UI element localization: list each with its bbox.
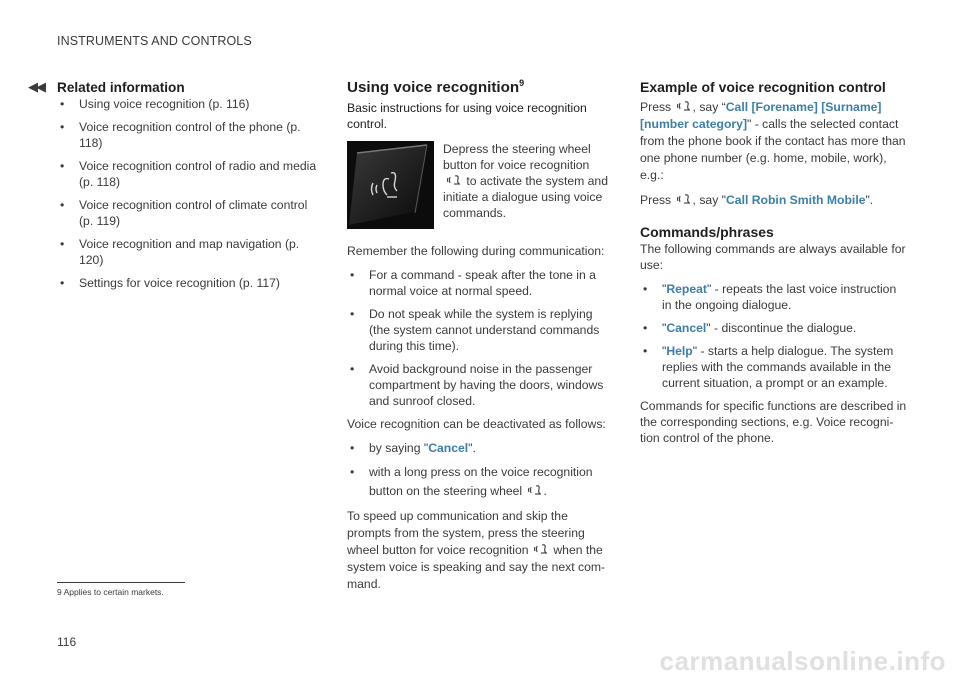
call-example-command: Call Robin Smith Mobile	[726, 193, 866, 207]
related-link[interactable]: • Voice recognition and map navigation (p. 120)	[57, 236, 319, 268]
steering-wheel-photo	[347, 141, 434, 229]
section-title	[347, 79, 612, 97]
example-heading: Example of voice recognition control	[640, 79, 886, 95]
section-subtitle: Basic instructions for using voice recognition control.	[347, 101, 587, 131]
cancel-command: Cancel	[428, 441, 469, 455]
cancel-command: Cancel	[666, 321, 707, 335]
footnote-ref[interactable]: 9	[519, 77, 525, 88]
help-desc: " - starts a help dialogue. The system replies with the commands available in the current situation, a prompt or an example.	[662, 344, 894, 390]
remember-intro: Remember the following during communication:	[347, 244, 605, 258]
back-arrow-icon[interactable]: ◀◀	[28, 79, 44, 94]
related-link[interactable]: • Voice recognition control of the phone (p. 118)	[57, 119, 319, 151]
footnote	[57, 587, 164, 597]
related-link[interactable]: • Using voice recognition (p. 116)	[57, 96, 319, 112]
watermark-logo: carmanualsonline.info	[659, 646, 946, 676]
help-command: Help	[666, 344, 693, 358]
voice-recognition-icon	[532, 543, 550, 555]
command-item-cancel: • "Cancel" - discontinue the dialogue.	[640, 320, 908, 336]
voice-recognition-icon	[526, 484, 544, 496]
speed-up-text-1: To speed up communication and skip the prompts from the system, press the steering wheel button for voice recognition	[347, 509, 585, 557]
speed-up-paragraph	[347, 508, 612, 593]
deactivate-press-text: with a long press on the voice recognition button on the steering wheel	[369, 465, 593, 498]
command-item-repeat: • "Repeat" - repeats the last voice instruction in the ongoing dialogue.	[640, 281, 908, 313]
commands-outro: Commands for specific functions are described in the corresponding sections, e.g. Voice recogni-tion control of the phone.	[640, 399, 907, 445]
example-1-rest: " - calls the selected contact from the phone book if the contact has more than one phone number (e.g. home, mobile, work), e.g.:	[640, 117, 906, 182]
caption-text-2: to activate the system and initiate a dialogue using voice commands.	[443, 174, 608, 220]
caption-text-1: Depress the steering wheel button for voice recognition	[443, 142, 591, 172]
voice-recognition-icon	[445, 174, 463, 186]
related-info-column	[57, 79, 319, 298]
deactivate-press-end: .	[543, 484, 547, 498]
footnote-number: 9	[57, 587, 62, 597]
deactivate-item-press	[347, 463, 612, 501]
related-link[interactable]: • Voice recognition control of radio and media (p. 118)	[57, 158, 319, 190]
voice-recognition-column	[347, 79, 612, 132]
commands-heading: Commands/phrases	[640, 224, 774, 240]
repeat-desc: " - repeats the last voice instruction in the ongoing dialogue.	[662, 282, 897, 312]
call-command: Call [Forename] [Surname] [number category]	[640, 100, 882, 131]
footnote-text: Applies to certain markets.	[63, 587, 164, 597]
deactivate-text: by saying "	[369, 441, 429, 455]
related-info-heading: Related information	[57, 80, 185, 95]
related-link[interactable]: • Settings for voice recognition (p. 117)	[57, 275, 319, 291]
remember-item: • Do not speak while the system is replying (the system cannot understand commands during this time).	[347, 306, 612, 354]
remember-item: • Avoid background noise in the passenger compartment by having the doors, windows and sunroof closed.	[347, 361, 612, 409]
example-1	[640, 99, 908, 184]
example-2-end: ".	[865, 193, 874, 207]
page-number: 116	[57, 635, 77, 649]
voice-recognition-icon	[675, 100, 693, 112]
example-column	[640, 79, 908, 446]
cancel-desc: " - discontinue the dialogue.	[706, 321, 857, 335]
press-text: Press	[640, 193, 672, 207]
voice-recognition-icon	[675, 193, 693, 205]
press-text: Press	[640, 100, 672, 114]
say-text: , say “	[692, 100, 726, 114]
footnote-divider	[57, 582, 185, 583]
section-title-text: Using voice recognition	[347, 79, 520, 96]
deactivate-item-cancel	[347, 440, 612, 456]
related-link[interactable]: • Voice recognition control of climate control (p. 119)	[57, 197, 319, 229]
repeat-command: Repeat	[666, 282, 707, 296]
deactivate-text-end: ".	[468, 441, 476, 455]
voice-recognition-body	[347, 243, 612, 593]
example-2	[640, 192, 908, 208]
image-caption	[443, 141, 613, 221]
speed-up-text-2: when the system voice is speaking and say the next com-mand.	[347, 543, 606, 591]
command-item-help: • "Help" - starts a help dialogue. The system replies with the commands available in the current situation, a prompt or an example.	[640, 343, 908, 391]
steering-wheel-button-image	[347, 141, 434, 229]
commands-intro: The following commands are always available for use:	[640, 242, 906, 272]
page-header: INSTRUMENTS AND CONTROLS	[57, 34, 252, 48]
remember-item: • For a command - speak after the tone in a normal voice at normal speed.	[347, 267, 612, 299]
say-text: , say "	[692, 193, 726, 207]
deactivate-intro: Voice recognition can be deactivated as follows:	[347, 417, 606, 431]
